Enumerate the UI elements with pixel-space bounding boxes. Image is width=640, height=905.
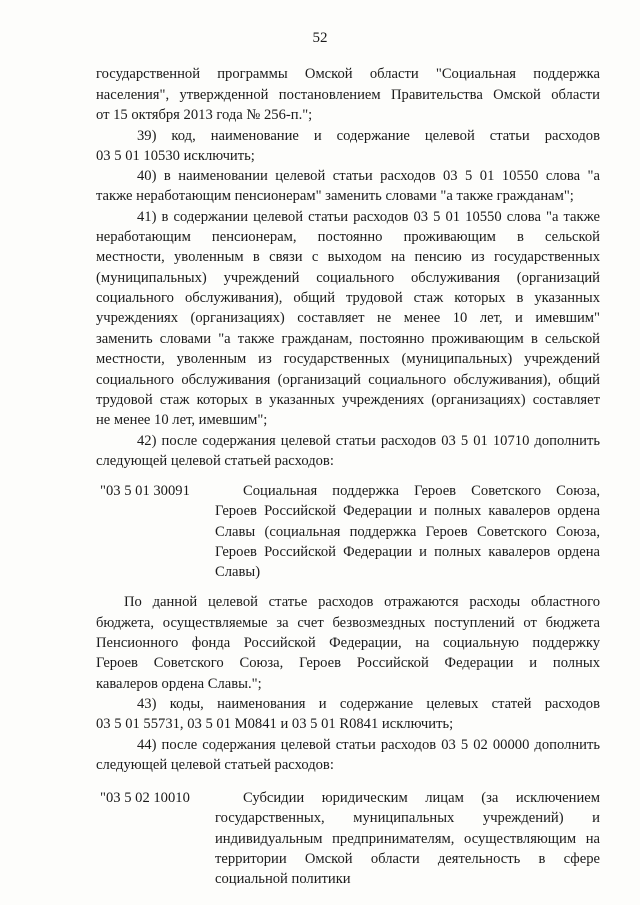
text-line: местности, уволенным в связи с выходом на пенсию из государственных [96,249,600,265]
entry-text-line: Социальная поддержка Героев Советского Союза, [243,483,600,499]
entry-text-line: территории Омской области деятельность в сфере [215,851,600,867]
text-line: (муниципальных) учреждений социального обслуживания (организаций [96,270,600,286]
text-line: также неработающим пенсионерам" заменить словами "а также гражданам"; [96,188,574,204]
text-line: 03 5 01 55731, 03 5 01 М0841 и 03 5 01 R0841 исключить; [96,716,454,732]
text-line: 41) в содержании целевой статьи расходов 03 5 01 10550 слова "а также [137,209,600,225]
text-line: не менее 10 лет, имевшим"; [96,412,268,428]
text-line: бюджета, осуществляемые за счет безвозмездных поступлений от бюджета [96,615,600,631]
text-line: учреждениях (организациях) составляет не менее 10 лет, и имевшим" [96,310,600,326]
text-line: социального обслуживания), общий трудовой стаж которых в указанных [96,290,600,306]
entry-text-line: государственных, муниципальных учреждений) и [215,810,600,826]
entry-text-line: Героев Российской Федерации и полных кавалеров ордена [215,503,600,519]
text-line: от 15 октября 2013 года № 256-п."; [96,107,313,123]
text-line: следующей целевой статьей расходов: [96,453,334,469]
entry-text-line: Славы (социальная поддержка Героев Советского Союза, [215,524,600,540]
text-line: населения", утвержденной постановлением Правительства Омской области [96,87,600,103]
text-line: социального обслуживания (организаций социального обслуживания), общий [96,372,600,388]
text-line: 03 5 01 10530 исключить; [96,148,255,164]
text-line: кавалеров ордена Славы."; [96,676,262,692]
text-line: 40) в наименовании целевой статьи расходов 03 5 01 10550 слова "а [137,168,600,184]
text-line: следующей целевой статьей расходов: [96,757,334,773]
text-line: 39) код, наименование и содержание целевой статьи расходов [137,128,600,144]
entry-text-line: Героев Российской Федерации и полных кавалеров ордена [215,544,600,560]
entry-text-line: Славы) [215,564,261,580]
page-number: 52 [312,30,328,46]
text-line: 42) после содержания целевой статьи расходов 03 5 01 10710 дополнить [137,433,600,449]
text-line: 43) коды, наименования и содержание целевых статей расходов [137,696,600,712]
entry-text-line: Субсидии юридическим лицам (за исключением [243,790,600,806]
text-line: 44) после содержания целевой статьи расходов 03 5 02 00000 дополнить [137,737,600,753]
entry-text-line: социальной политики [215,871,351,887]
budget-code: "03 5 02 10010 [100,790,190,806]
entry-text-line: индивидуальным предпринимателям, осуществляющим на [215,831,600,847]
text-line: заменить словами "а также гражданам, постоянно проживающим в сельской [96,331,600,347]
text-line: государственной программы Омской области "Социальная поддержка [96,66,600,82]
budget-code: "03 5 01 30091 [100,483,190,499]
text-line: Героев Советского Союза, Героев Российской Федерации и полных [96,655,600,671]
text-line: По данной целевой статье расходов отражаются расходы областного [124,594,600,610]
text-line: местности, уволенным из государственных (муниципальных) учреждений [96,351,600,367]
text-line: трудовой стаж которых в указанных учреждениях (организациях) составляет [96,392,600,408]
text-line: Пенсионного фонда Российской Федерации, на социальную поддержку [96,635,600,651]
text-line: неработающим пенсионерам, постоянно проживающим в сельской [96,229,600,245]
